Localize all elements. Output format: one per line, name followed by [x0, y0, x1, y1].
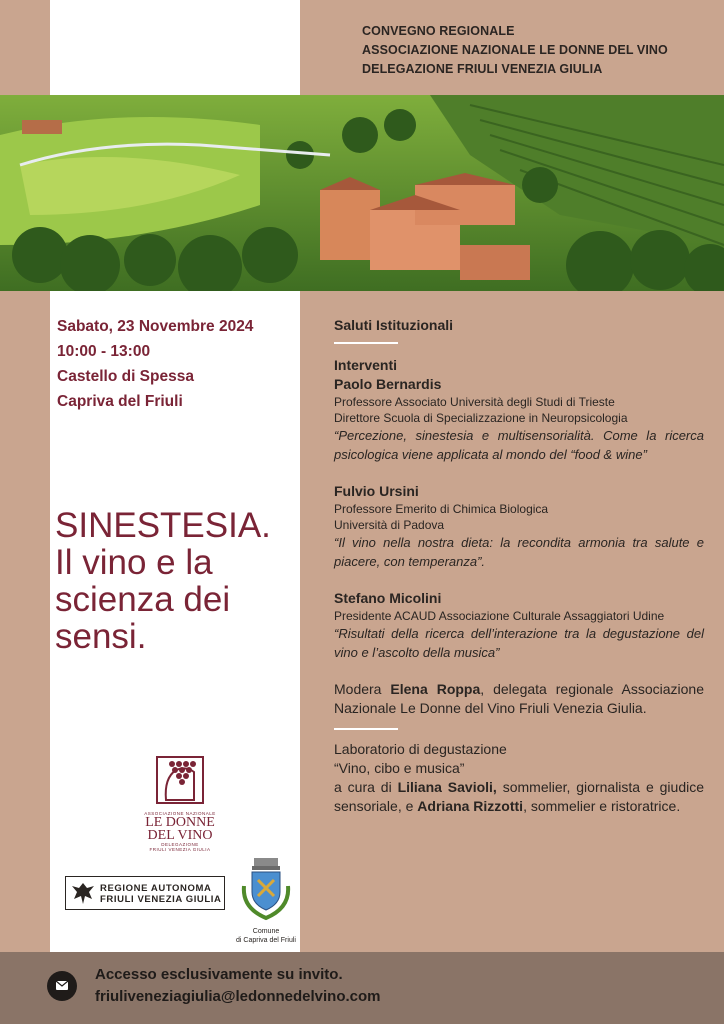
moderator-prefix: Modera — [334, 681, 382, 697]
donne-logo-line-5: FRIULI VENEZIA GIULIA — [149, 847, 211, 852]
event-time: 10:00 - 13:00 — [57, 343, 151, 360]
donne-logo-line-3: DEL VINO — [147, 828, 213, 843]
mail-icon — [47, 971, 77, 1001]
region-logo-line-2: FRIULI VENEZIA GIULIA — [100, 894, 222, 905]
moderator-name: Elena Roppa — [390, 681, 481, 697]
region-logo-line-1: REGIONE AUTONOMA — [100, 883, 212, 894]
lab-line-2: “Vino, cibo e musica” — [334, 760, 465, 776]
title-line-1: SINESTESIA. — [55, 506, 271, 545]
speaker-role: Professore Emerito di Chimica Biologica — [334, 502, 549, 516]
footer-text — [95, 964, 381, 1008]
greetings-heading: Saluti Istituzionali — [334, 317, 454, 333]
event-town: Capriva del Friuli — [57, 393, 183, 410]
event-venue: Castello di Spessa — [57, 368, 194, 385]
lab-credits — [334, 778, 704, 816]
donne-del-vino-logo — [130, 756, 230, 852]
talk-title: “Percezione, sinestesia e multisensorialità. Come la ricerca psicologica viene applicata al mondo del “food & wine” — [334, 428, 704, 462]
donne-logo-line-1: ASSOCIAZIONE NAZIONALE — [144, 811, 216, 816]
talk-title: “Risultati della ricerca dell’interazione tra la degustazione del vino e l’ascolto della musica” — [334, 626, 704, 660]
speaker-name: Paolo Bernardis — [334, 376, 442, 392]
speaker-role: Presidente ACAUD Associazione Culturale Assaggiatori Udine — [334, 609, 665, 623]
lab-suffix: , sommelier e ristoratrice. — [523, 798, 681, 814]
contact-email[interactable]: friuliveneziagiulia@ledonnedelvino.com — [95, 988, 381, 1005]
speaker-role: Università di Padova — [334, 518, 445, 532]
lab-person-2: Adriana Rizzotti — [417, 798, 524, 814]
coat-of-arms-icon — [238, 856, 294, 922]
lab-mid: sommelier, giornalista e giudice sensoriale, e — [334, 779, 704, 814]
event-info — [57, 314, 297, 414]
divider — [334, 728, 398, 730]
grape-face-icon — [156, 756, 204, 804]
title-line-3: scienza dei — [55, 580, 231, 619]
speaker-role: Direttore Scuola di Specializzazione in Neuropsicologia — [334, 411, 628, 425]
title-line-4: sensi. — [55, 617, 147, 656]
moderator-suffix: , delegata regionale Associazione Nazionale Le Donne del Vino Friuli Venezia Giulia. — [334, 681, 705, 716]
talk-title: “Il vino nella nostra dieta: la recondita armonia tra salute e piacere, con temperanza”. — [334, 535, 704, 569]
comune-capriva-logo — [232, 856, 300, 945]
header-line-3: DELEGAZIONE FRIULI VENEZIA GIULIA — [362, 62, 603, 76]
event-title — [55, 507, 295, 655]
lab-prefix: a cura di — [334, 779, 392, 795]
regione-fvg-logo — [65, 876, 225, 910]
event-date: Sabato, 23 Novembre 2024 — [57, 318, 254, 335]
divider — [334, 342, 398, 344]
header-line-2: ASSOCIAZIONE NAZIONALE LE DONNE DEL VINO — [362, 43, 668, 57]
moderator-text — [334, 680, 704, 718]
donne-logo-line-2: LE DONNE — [145, 815, 215, 830]
lab-person-1: Liliana Savioli, — [397, 779, 497, 795]
speaker-name: Fulvio Ursini — [334, 483, 419, 499]
eagle-icon — [70, 879, 96, 907]
header-line-1: CONVEGNO REGIONALE — [362, 24, 515, 38]
comune-line-1: Comune — [252, 928, 280, 935]
speaker-name: Stefano Micolini — [334, 590, 442, 606]
program-column — [334, 316, 704, 816]
castle-aerial-photo — [0, 95, 724, 291]
donne-logo-line-4: DELEGAZIONE — [161, 842, 199, 847]
speaker-role: Professore Associato Università degli Studi di Trieste — [334, 395, 615, 409]
header-block — [362, 22, 702, 79]
comune-line-2: di Capriva del Friuli — [236, 937, 296, 944]
invitation-note: Accesso esclusivamente su invito. — [95, 966, 343, 983]
interventi-heading: Interventi — [334, 357, 398, 373]
title-line-2: Il vino e la — [55, 543, 213, 582]
lab-line-1: Laboratorio di degustazione — [334, 741, 507, 757]
